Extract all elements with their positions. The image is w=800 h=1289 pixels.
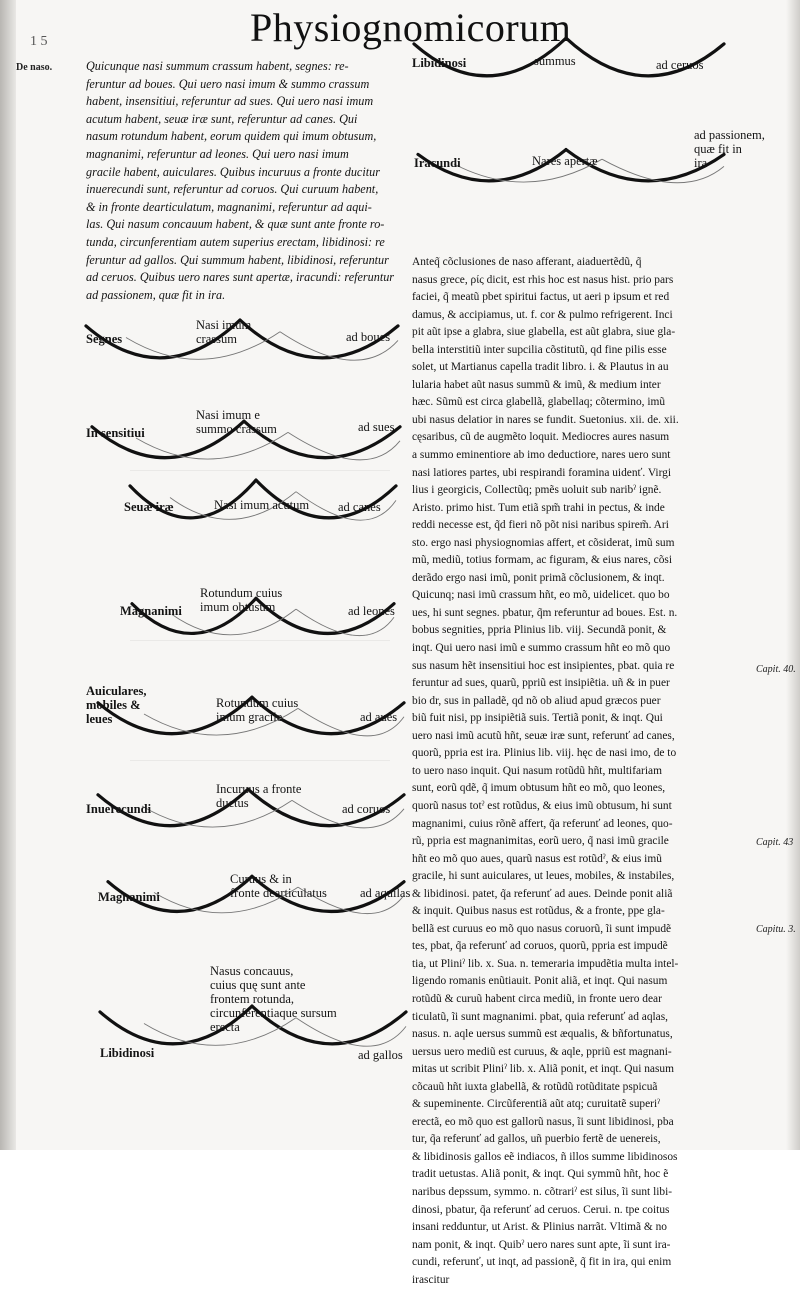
commentary-line: ues, hi sunt segnes. pbatur, q̃m referuntur ad boues. Est. n. [412, 606, 678, 619]
commentary-line: inqt. Qui uero nasi imũ e summo crassum hñt eo mõ quo [412, 642, 671, 655]
left-paragraph-line: ad passionem, quæ fit in ira. [86, 287, 226, 302]
commentary-line: biũ fuit nisi, pp insipiẽtiã suis. Tertiã ponit, & inqt. Qui [412, 712, 663, 725]
left-paragraph-line: & in fronte dearticulatum, magnanimi, referuntur ad aqui- [86, 199, 372, 214]
commentary-line: irascitur [412, 1273, 450, 1286]
commentary-line: to uero naso inquit. Qui nasum rotũdũ hñt, multifariam [412, 764, 662, 777]
commentary-line: uersus uero mediũ est curuus, & aqle, ppriũ est magnani- [412, 1045, 672, 1058]
figure-animal-label: ad boues [346, 330, 391, 344]
figure-trait-label: Seuæ iræ [124, 500, 174, 514]
commentary-line: & libidinosi. patet, q̃a referunť ad aues. Deinde ponit aliã [412, 887, 673, 900]
figure-animal-label: ad gallos [358, 1048, 403, 1062]
commentary-line: hñt eo mõ quo aues, quarũ nasus est rotũdˀ, & eius imũ [412, 852, 662, 865]
commentary-line: bellã est curuus eo mõ quo nasus coruorũ, ĩi sunt impudẽ [412, 922, 672, 935]
figure-shape-label: Nasi imum crassum [196, 318, 252, 346]
left-paragraph-line: gracile habent, auiculares. Quibus incuruus a fronte ducitur [86, 164, 380, 179]
figure-trait-label: Inuerecundi [86, 802, 152, 816]
figure-animal-label: ad sues [358, 420, 395, 434]
commentary-paragraph [412, 254, 786, 1289]
commentary-line: nasus. n. aqle uersus summũ est æqualis, & bñfortunatus, [412, 1028, 673, 1041]
commentary-line: rũ, ppria est magnanimitas, eorũ uero, q̃ nasi imũ gracile [412, 835, 669, 848]
left-paragraph-line: magnanimi, referuntur ad leones. Qui uero nasi imum [86, 146, 349, 161]
commentary-line: feruntur ad sues, quarũ, ppriũ est insipiẽtia. uñ & in puer [412, 677, 670, 690]
commentary-line: faciei, q̃ meatũ pbet spiritui factus, ut aeri p ipsum et red [412, 291, 670, 304]
commentary-line: sto. ergo nasi physiognomias affert, et cõsiderat, imũ sum [412, 536, 675, 549]
figure-shape-label: Curuus & in fronte dearticulatus [230, 872, 327, 900]
left-paragraph-line: inuerecundi sunt, referuntur ad coruos. Qui curuum habent, [86, 182, 379, 197]
figure-animal-label: ad aues [360, 710, 398, 724]
commentary-line: tur, q̃a referunť ad gallos, uñ puerbio fertẽ de uenereis, [412, 1133, 661, 1146]
commentary-line: ubi nasus delatior in nares se fundit. Suetonius. xii. de. xii. [412, 413, 679, 426]
commentary-line: dinosi, pbatur, q̃a referunť ad ceruos. Cerui. n. tpe coitus [412, 1203, 670, 1216]
figure-shape-label: Incuruus a fronte ductus [216, 782, 302, 810]
corner-mark: 1 5 [30, 34, 48, 49]
page-title: Physiognomicorum [250, 5, 572, 50]
commentary-line: cõcauũ hñt iuxta glabellã, & rotũdũ rotũditate pspicuã [412, 1080, 658, 1093]
commentary-line: pit aũt ipse a glabra, siue glabella, est aũt glabra, siue gla- [412, 326, 676, 339]
commentary-line: Aristo. primo hist. Tum etiã spm̃ trahi in pectus, & inde [412, 501, 665, 514]
commentary-line: lularia habet aũt nasus summũ & imũ, & medium inter [412, 378, 661, 391]
figure-shape-label: Nasi imum e summo crassum [196, 408, 277, 436]
commentary-line: nam ponit, & inqt. Quibˀ uero nares sunt apte, ĩi sunt ira- [412, 1238, 671, 1251]
commentary-line: mitas ut scribit Pliniˀ lib. x. Aliã ponit, et inqt. Qui nasum [412, 1063, 674, 1076]
left-paragraph-line: las. Qui nasum concauum habent, & quæ sunt ante fronte ro- [86, 217, 385, 232]
commentary-line: rotũdũ & curuũ habent circa mediũ, in fronte uero dear [412, 992, 662, 1005]
figure-trait-label: Libidinosi [100, 1046, 155, 1060]
figure-trait-label: Iracundi [414, 156, 461, 170]
commentary-line: insani redduntur, ut Arist. & Plinius narrãt. Vltimã & no [412, 1221, 667, 1234]
figure-trait-label: Libidinosi [412, 56, 467, 70]
figure-shape-label: Rotundum cuius imum obtusum [200, 586, 283, 614]
figure-trait-label: Segnes [86, 332, 123, 346]
commentary-line: tradit uetustas. Aliã ponit, & inqt. Qui symmũ hñt, hoc ẽ [412, 1168, 669, 1181]
commentary-line: Anteq̃ cõclusiones de naso afferant, aiaduertẽdũ, q̃ [412, 256, 642, 268]
left-paragraph-line: tunda, circunferentiam autem superius erectam, libidinosi: re [86, 234, 385, 249]
commentary-line: gracile, hi sunt auiculares, ut leues, mobiles, & instabiles, [412, 870, 675, 883]
left-paragraph-line: Quicunque nasi summum crassum habent, segnes: re- [86, 59, 349, 73]
commentary-line: bobus segnities, ppria Plinius lib. viij. Secundã ponit, & [412, 624, 667, 637]
commentary-line: uero nasi imũ acutũ hñt, seuæ iræ sunt, referunť ad canes, [412, 729, 675, 742]
figure-shape-label: Rotundum cuius imum gracile [216, 696, 299, 724]
commentary-line: sus nasum hẽt insensitiui hoc est insipientes, pbat. quia re [412, 659, 675, 672]
commentary-line: & inquit. Quibus nasus est rotũdus, & a fronte, ppe gla- [412, 905, 665, 918]
figure-animal-label: ad leones [348, 604, 395, 618]
left-paragraph-line: nasum rotundum habent, eorum quidem qui imum obtusum, [86, 129, 377, 144]
commentary-line: erectã, eo mõ quo est gallorũ nasus, ĩi sunt libidinosi, pba [412, 1115, 674, 1128]
commentary-line: Quicunq; nasi imũ crassum hñt, eo mõ, uidelicet. quo bo [412, 589, 670, 602]
left-paragraph-line: habent, insensitiui, referuntur ad sues. Qui uero nasi imum [86, 94, 374, 109]
margin-note-capit-43: Capit. 43 [756, 837, 794, 848]
figure-animal-label: ad ceruos [656, 58, 704, 72]
commentary-line: cundi, referunť, ut inqt, ad passionẽ, q̃ fit in ira, qui enim [412, 1256, 672, 1269]
commentary-line: mũ, mediũ, totius formam, ac figuram, & eius nares, cõsi [412, 554, 673, 567]
figure-animal-label: ad coruos [342, 802, 391, 816]
commentary-line: naribus depssum, symmo. n. cõtrariˀ est silus, ĩi sunt libi- [412, 1185, 673, 1198]
figure-trait-label: In sensitiui [86, 426, 145, 440]
left-paragraph-line: feruntur ad gallos. Qui summum habent, libidinosi, referuntur [86, 252, 389, 267]
commentary-line: ligendo romanis enũtiauit. Ponit aliã, et inqt. Qui nasum [412, 975, 668, 988]
left-paragraph-line: feruntur ad boues. Qui uero nasi imum & summo crassum [86, 76, 370, 91]
commentary-line: bella interstitiũ inter supcilia cõstitutũ, qd fine pilis esse [412, 343, 667, 356]
commentary-line: damus, & accipiamus, ut. f. cor & pulmo refrigerent. Inci [412, 308, 673, 321]
left-paragraph-line: acutum habent, seuæ iræ sunt, referuntur ad canes. Qui [86, 111, 358, 126]
commentary-line: solet, ut Martianus capella tradit libro. i. & Plautus in au [412, 361, 669, 374]
figure-shape-label: summus [534, 54, 576, 68]
left-paragraph-line: ad ceruos. Quibus uero nares sunt apertæ, iracundi: referuntur [86, 270, 395, 285]
commentary-line: bio dr, sus in palladẽ, qd nõ ob aliud apud græcos puer [412, 694, 661, 707]
commentary-line: tes, pbat, q̃a referunť ad coruos, quorũ, ppria est impudẽ [412, 940, 668, 953]
commentary-line: quorũ nasus totˀ est rotũdus, & eius imũ obtusum, hi sunt [412, 799, 672, 812]
commentary-line: hæc. Sũmũ est circa glabellã, glabellaq; cõtermino, imũ [412, 396, 666, 409]
commentary-line: nasi latiores partes, ubi respirandi foramina uidenť. Virgi [412, 466, 672, 479]
commentary-line: sunt, eorũ qdẽ, q̃ imum obtusum hñt eo mõ, quo leones, [412, 782, 666, 795]
commentary-line: nasus grece, ρίς dicit, est rhis hoc est nasus hist. prio pars [412, 273, 674, 286]
figure-animal-label: ad canes [338, 500, 381, 514]
commentary-line: tia, ut Pliniˀ lib. x. Sua. n. temeraria impudẽtia multa intel- [412, 957, 679, 970]
figure-trait-label: Magnanimi [120, 604, 182, 618]
figure-shape-label: Nasi imum acutum [214, 498, 310, 512]
commentary-line: & libidinosis gallos eẽ indiacos, ñ illos summe libidinosos [412, 1150, 678, 1163]
figure-shape-label: Nasus concauus, cuius quę sunt ante frontem rotunda, circunferentiaque sursum erecta [210, 964, 337, 1034]
commentary-line: cęsaribus, cũ de augmẽto loquit. Mediocres aures nasum [412, 431, 670, 444]
margin-note-de-naso: De naso. [16, 62, 53, 73]
commentary-line: derãdo ergo nasi imũ, ponit primã cõclusionem, & inqt. [412, 571, 665, 584]
commentary-line: quorũ, ppria est ira. Plinius lib. viij. hęc de nasi imo, de to [412, 747, 677, 760]
figure-shape-label: Nares apertæ [532, 154, 598, 168]
margin-note-capit-40: Capit. 40. [756, 664, 796, 675]
commentary-line: magnanimi, cuius rõnẽ affert, q̃a referunť ad leones, quo- [412, 817, 673, 830]
figure-animal-label: ad aquilas [360, 886, 411, 900]
commentary-line: ticulatũ, ĩi sunt magnanimi. pbat, quia referunť ad aqlas, [412, 1010, 669, 1023]
figure-trait-label: Auiculares, mobiles & leues [86, 684, 147, 726]
figure-trait-label: Magnanimi [98, 890, 160, 904]
margin-note-capit-3: Capitu. 3. [756, 924, 796, 935]
commentary-line: & supeminente. Circũferentiã aũt atq; curuitatẽ superiˀ [412, 1098, 660, 1111]
figure-animal-label: ad passionem, quæ fit in ira [694, 128, 765, 170]
commentary-line: a summo eminentiore ab imo deductiore, nares uero sunt [412, 449, 671, 462]
commentary-line: reddi necesse est, q̃d fieri nõ põt nisi naribus spirem̃. Ari [412, 519, 669, 532]
commentary-line: lius i georgicis, Collectũq; pmẽs uoluit sub naribˀ ignẽ. [412, 484, 662, 497]
